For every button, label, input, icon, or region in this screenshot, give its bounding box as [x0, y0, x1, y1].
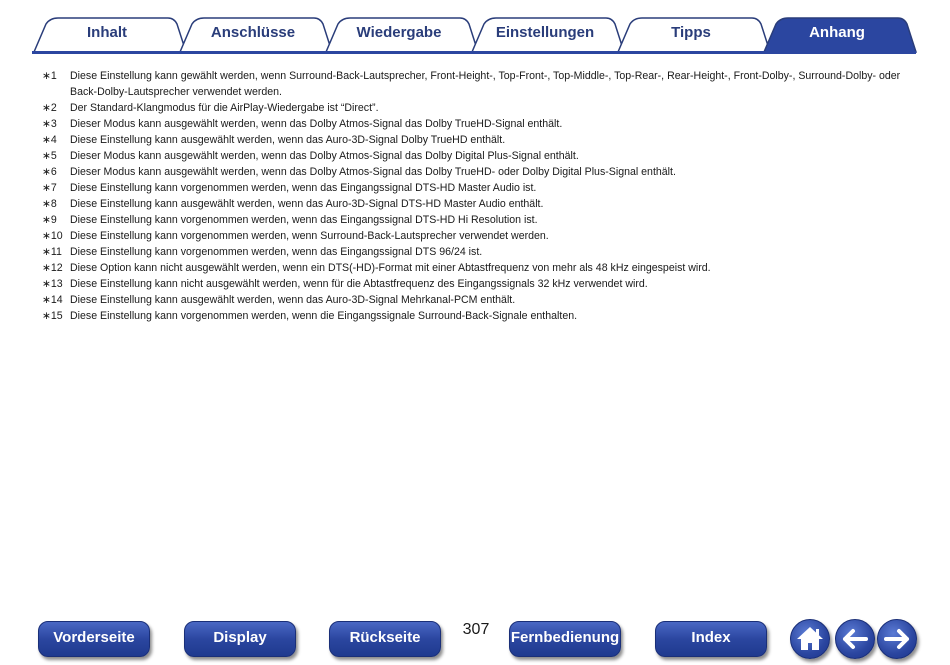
display-button[interactable]: Display — [184, 621, 296, 657]
tab-wiedergabe[interactable]: Wiedergabe — [356, 24, 442, 41]
footnote-text: Diese Einstellung kann vorgenommen werden, wenn das Eingangssignal DTS-HD Hi Resolution ist. — [70, 214, 538, 226]
footnote — [42, 292, 910, 308]
footnote-mark: ∗11 — [42, 246, 62, 258]
footnote — [42, 164, 910, 180]
footnote-mark: ∗9 — [42, 214, 57, 226]
footnote-mark: ∗15 — [42, 310, 63, 322]
front-page-button[interactable]: Vorderseite — [38, 621, 150, 657]
footnote-mark: ∗13 — [42, 278, 63, 290]
arrow-right-icon — [878, 620, 916, 658]
arrow-left-icon — [836, 620, 874, 658]
back-button[interactable] — [835, 619, 875, 659]
footnote — [42, 196, 910, 212]
footnote — [42, 116, 910, 132]
forward-button[interactable] — [877, 619, 917, 659]
footnote-text: Dieser Modus kann ausgewählt werden, wenn das Dolby Atmos-Signal das Dolby Digital Plus-Signal enthält. — [70, 150, 579, 162]
footnote — [42, 68, 910, 100]
footnote — [42, 180, 910, 196]
footnote — [42, 308, 910, 324]
tab-anhang[interactable]: Anhang — [809, 24, 865, 41]
home-button[interactable] — [790, 619, 830, 659]
footnote-text: Dieser Modus kann ausgewählt werden, wenn das Dolby Atmos-Signal das Dolby TrueHD- oder Dolby Digital Plus-Signal enthält. — [70, 166, 676, 178]
footnote-mark: ∗8 — [42, 198, 57, 210]
rear-panel-button[interactable]: Rückseite — [329, 621, 441, 657]
footnote-text: Diese Option kann nicht ausgewählt werden, wenn ein DTS(-HD)-Format mit einer Abtastfrequenz von mehr als 48 kHz eingespeist wird. — [70, 262, 711, 274]
footnote-text: Diese Einstellung kann nicht ausgewählt werden, wenn für die Abtastfrequenz des Eingangssignals 32 kHz verwendet wird. — [70, 278, 648, 290]
tab-anschluesse[interactable]: Anschlüsse — [210, 24, 296, 41]
footnote-mark: ∗6 — [42, 166, 57, 178]
remote-control-button[interactable]: Fernbedienung — [509, 621, 621, 657]
home-icon — [791, 620, 829, 658]
footnotes-list — [42, 68, 910, 324]
footnote — [42, 228, 910, 244]
footnote — [42, 212, 910, 228]
footnote-text: Diese Einstellung kann vorgenommen werden, wenn die Eingangssignale Surround-Back-Signale enthalten. — [70, 310, 578, 322]
footnote-mark: ∗12 — [42, 262, 63, 274]
footnote-text: Diese Einstellung kann vorgenommen werden, wenn das Eingangssignal DTS 96/24 ist. — [70, 246, 483, 258]
footnote-text: Dieser Modus kann ausgewählt werden, wenn das Dolby Atmos-Signal das Dolby TrueHD-Signal enthält. — [70, 118, 563, 130]
footnote-mark: ∗10 — [42, 230, 63, 242]
tab-einstellungen[interactable]: Einstellungen — [495, 24, 595, 41]
footnote-mark: ∗4 — [42, 134, 57, 146]
footnote-mark: ∗2 — [42, 102, 57, 114]
footnote-text: Der Standard-Klangmodus für die AirPlay-Wiedergabe ist “Direct”. — [70, 102, 379, 114]
footnote-mark: ∗7 — [42, 182, 57, 194]
footnote — [42, 132, 910, 148]
footnote-mark: ∗3 — [42, 118, 57, 130]
footnote-text: Diese Einstellung kann vorgenommen werden, wenn Surround-Back-Lautsprecher verwendet werden. — [70, 230, 549, 242]
footnote-mark: ∗14 — [42, 294, 63, 306]
footnote — [42, 100, 910, 116]
footnote-text: Diese Einstellung kann ausgewählt werden, wenn das Auro-3D-Signal DTS-HD Master Audio enthält. — [70, 198, 544, 210]
footnote-text: Diese Einstellung kann vorgenommen werden, wenn das Eingangssignal DTS-HD Master Audio ist. — [70, 182, 537, 194]
tab-bar — [0, 0, 950, 60]
tab-inhalt[interactable]: Inhalt — [87, 24, 127, 41]
footnote — [42, 244, 910, 260]
footnote — [42, 276, 910, 292]
footnote-text: Diese Einstellung kann gewählt werden, wenn Surround-Back-Lautsprecher, Front-Height-, Top-Front-, Top-Middle-, Top-Rear-, Rear-Height-, Front-Dolby-, Surround-Dolby- oder Back-Dolby-Lautsprecher verwendet werden. — [70, 70, 901, 98]
footnote — [42, 148, 910, 164]
footnote-mark: ∗5 — [42, 150, 57, 162]
footnote-text: Diese Einstellung kann ausgewählt werden, wenn das Auro-3D-Signal Mehrkanal-PCM enthält. — [70, 294, 516, 306]
index-button[interactable]: Index — [655, 621, 767, 657]
footnote-mark: ∗1 — [42, 70, 57, 82]
footnote-text: Diese Einstellung kann ausgewählt werden, wenn das Auro-3D-Signal Dolby TrueHD enthält. — [70, 134, 506, 146]
tab-tipps[interactable]: Tipps — [671, 24, 711, 41]
footnote — [42, 260, 910, 276]
page-number: 307 — [462, 621, 490, 638]
